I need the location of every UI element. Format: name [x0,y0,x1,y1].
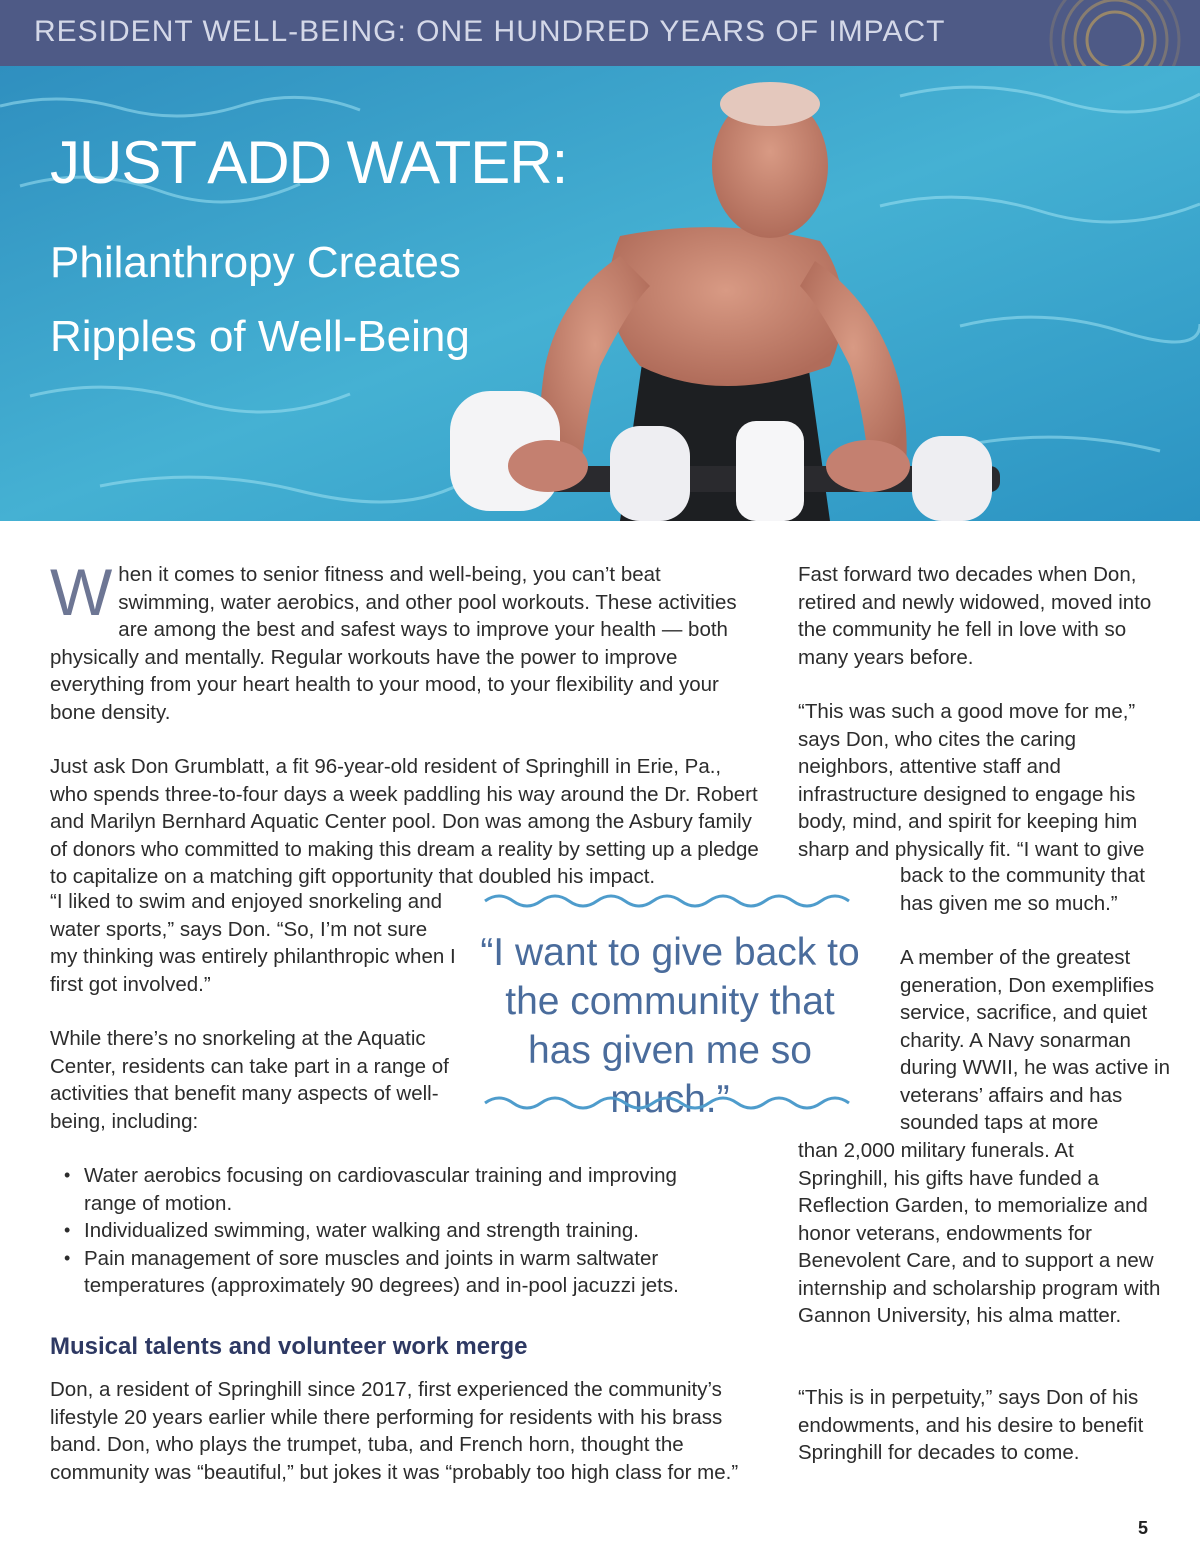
section-heading: Musical talents and volunteer work merge [50,1333,528,1360]
paragraph-gifts: than 2,000 military funerals. At Springhill, his gifts have funded a Reflection Garden, to memorialize and honor veterans, endowments for Benevolent Care, and to support a new internship and scholarship program with Gannon University, his alma matter. [798,1139,1161,1327]
article-intro [50,555,762,891]
article-title: JUST ADD WATER: [50,129,568,196]
paragraph-snorkeling-quote: “I liked to swim and enjoyed snorkeling and water sports,” says Don. “So, I’m not sure my thinking was entirely philanthropic when I first got involved.” [50,890,456,996]
pullquote [480,890,860,1121]
right-column-closing [798,1384,1168,1467]
intro-text: hen it comes to senior fitness and well-being, you can’t beat swimming, water aerobics, and other pool workouts. These activities are among the best and safest ways to improve your health — both physically and mentally. Regular workouts have the power to improve everything from your heart health to your mood, to your flexibility and your bone density. [50,563,737,724]
right-column-indented [900,862,1170,1137]
paragraph-greatest-generation: A member of the greatest generation, Don exemplifies service, sacrifice, and quiet charity. A Navy sonarman during WWII, he was active in veterans’ affairs and has sounded taps at more [900,946,1171,1134]
article-subtitle [50,226,470,374]
paragraph-activities: While there’s no snorkeling at the Aquatic Center, residents can take part in a range of activities that benefit many aspects of well-being, including: [50,1027,449,1133]
left-narrow-column [50,888,460,1135]
subtitle-line-2: Ripples of Well-Being [50,311,470,361]
paragraph-perpetuity: “This is in perpetuity,” says Don of his endowments, and his desire to benefit Springhill for decades to come. [798,1386,1144,1464]
right-column-top [798,561,1168,863]
musical-section-text [50,1376,750,1486]
paragraph-fast-forward: Fast forward two decades when Don, retired and newly widowed, moved into the community he fell in love with so many years before. [798,563,1152,669]
hero-photo [0,66,1200,521]
section-header-bar [0,0,1200,66]
paragraph-brass-band: Don, a resident of Springhill since 2017, first experienced the community’s lifestyle 20 years earlier while there performing for residents with his brass band. Don, who plays the trumpet, tuba, and French horn, thought the community was “beautiful,” but jokes it was “probably too high class for me.” [50,1378,739,1484]
pullquote-text: “I want to give back to the community that has given me so much.” [480,931,860,1121]
ripple-rings-icon [1010,0,1200,66]
wave-divider-top [480,890,860,912]
paragraph-don-intro: Just ask Don Grumblatt, a fit 96-year-old resident of Springhill in Erie, Pa., who spends three-to-four days a week paddling his way around the Dr. Robert and Marilyn Bernhard Aquatic Center pool. Don was among the Asbury family of donors who committed to making this dream a reality by setting up a pledge to capitalize on a matching gift opportunity that doubled his impact. [50,755,759,888]
right-column-lower [798,1137,1168,1330]
list-item: • Pain management of sore muscles and joints in warm saltwater temperatures (approximately 90 degrees) and in-pool jacuzzi jets. [62,1245,712,1300]
activities-list [62,1162,712,1300]
list-item: • Water aerobics focusing on cardiovascular training and improving range of motion. [62,1162,712,1217]
paragraph-good-move: “This was such a good move for me,” says Don, who cites the caring neighbors, attentive staff and infrastructure designed to engage his body, mind, and spirit for keeping him sharp and physically fit. “I want to give [798,700,1145,861]
subtitle-line-1: Philanthropy Creates [50,238,461,287]
paragraph-good-move-end: back to the community that has given me so much.” [900,864,1145,915]
intro-paragraph [50,555,762,726]
list-item: • Individualized swimming, water walking and strength training. [62,1217,712,1245]
wave-divider-bottom [480,1092,860,1114]
drop-cap: W [50,555,113,629]
section-title: RESIDENT WELL-BEING: ONE HUNDRED YEARS OF IMPACT [34,15,946,48]
page-number: 5 [1138,1518,1149,1538]
